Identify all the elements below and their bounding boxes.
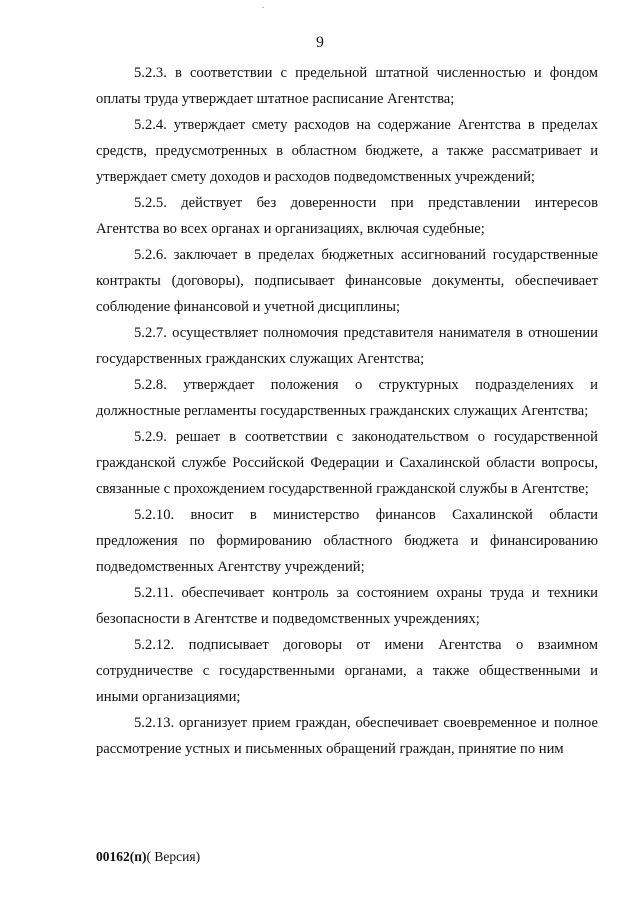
scan-artifact — [262, 7, 264, 8]
paragraph-5-2-4: 5.2.4. утверждает смету расходов на содержание Агентства в пределах средств, предусмотренных в областном бюджете, а также рассматривает и утверждает смету доходов и расходов подведомственных учреждений; — [96, 117, 598, 185]
document-code: 00162(п) — [96, 849, 147, 864]
paragraph-5-2-5: 5.2.5. действует без доверенности при представлении интересов Агентства во всех органах и организациях, включая судебные; — [96, 195, 598, 237]
paragraph-5-2-13: 5.2.13. организует прием граждан, обеспечивает своевременное и полное рассмотрение устных и письменных обращений граждан, принятие по ним — [96, 715, 598, 757]
document-version: ( Версия) — [146, 849, 201, 864]
document-footer — [96, 849, 200, 865]
page-number: 9 — [316, 34, 324, 51]
paragraph-5-2-9: 5.2.9. решает в соответствии с законодательством о государственной гражданской службе Российской Федерации и Сахалинской области вопросы, связанные с прохождением государственной гражданской службы в Агентстве; — [96, 429, 598, 497]
document-body — [96, 60, 598, 762]
paragraph-5-2-6: 5.2.6. заключает в пределах бюджетных ассигнований государственные контракты (договоры), подписывает финансовые документы, обеспечивает соблюдение финансовой и учетной дисциплины; — [96, 247, 598, 315]
paragraph-5-2-7: 5.2.7. осуществляет полномочия представителя нанимателя в отношении государственных гражданских служащих Агентства; — [96, 325, 598, 367]
paragraph-5-2-10: 5.2.10. вносит в министерство финансов Сахалинской области предложения по формированию областного бюджета и финансированию подведомственных Агентству учреждений; — [96, 507, 598, 575]
paragraph-5-2-12: 5.2.12. подписывает договоры от имени Агентства о взаимном сотрудничестве с государственными органами, а также общественными и иными организациями; — [96, 637, 598, 705]
paragraph-5-2-8: 5.2.8. утверждает положения о структурных подразделениях и должностные регламенты государственных гражданских служащих Агентства; — [96, 377, 598, 419]
paragraph-5-2-11: 5.2.11. обеспечивает контроль за состоянием охраны труда и техники безопасности в Агентстве и подведомственных учреждениях; — [96, 585, 598, 627]
paragraph-5-2-3: 5.2.3. в соответствии с предельной штатной численностью и фондом оплаты труда утверждает штатное расписание Агентства; — [96, 65, 598, 107]
